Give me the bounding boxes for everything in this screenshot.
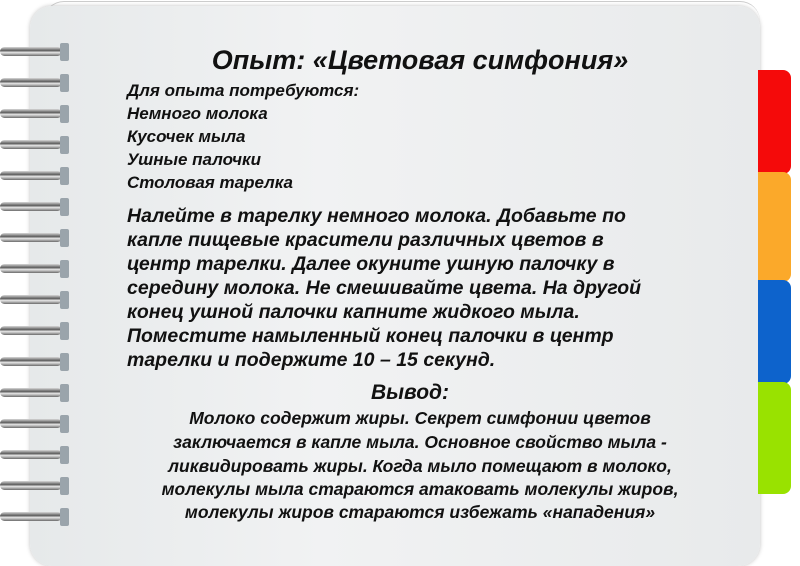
tab-red[interactable] xyxy=(758,70,791,174)
tab-orange[interactable] xyxy=(758,172,791,282)
ring-wire xyxy=(0,109,62,118)
ring-hole xyxy=(60,353,69,371)
spiral-ring xyxy=(0,76,70,90)
spiral-ring xyxy=(0,200,70,214)
list-item: Кусочек мыла xyxy=(127,127,246,146)
ring-hole xyxy=(60,508,69,526)
spiral-ring xyxy=(0,169,70,183)
ring-wire xyxy=(0,295,62,304)
ring-wire xyxy=(0,140,62,149)
spiral-ring xyxy=(0,355,70,369)
spiral-ring xyxy=(0,386,70,400)
list-item: Столовая тарелка xyxy=(127,173,293,192)
spiral-ring xyxy=(0,510,70,524)
ring-hole xyxy=(60,322,69,340)
procedure-line: конец ушной палочки капните жидкого мыла. xyxy=(127,301,580,323)
list-item: Немного молока xyxy=(127,104,268,123)
ring-hole xyxy=(60,260,69,278)
spiral-ring xyxy=(0,417,70,431)
ring-wire xyxy=(0,481,62,490)
conclusion-line: молекулы жиров стараются избежать «нападения» xyxy=(184,502,656,522)
ring-wire xyxy=(0,202,62,211)
ring-wire xyxy=(0,233,62,242)
spiral-ring xyxy=(0,448,70,462)
ring-wire xyxy=(0,512,62,521)
ring-hole xyxy=(60,167,69,185)
procedure-line: середину молока. Не смешивайте цвета. На другой xyxy=(127,277,642,299)
ring-wire xyxy=(0,419,62,428)
ring-hole xyxy=(60,415,69,433)
ring-hole xyxy=(60,229,69,247)
ring-hole xyxy=(60,477,69,495)
ring-hole xyxy=(60,291,69,309)
spiral-ring xyxy=(0,293,70,307)
tab-green[interactable] xyxy=(758,382,791,494)
procedure-line: Налейте в тарелку немного молока. Добавьте по xyxy=(127,205,626,227)
spiral-ring xyxy=(0,107,70,121)
ring-wire xyxy=(0,78,62,87)
ring-wire xyxy=(0,326,62,335)
list-item: Ушные палочки xyxy=(127,150,262,169)
spiral-ring xyxy=(0,479,70,493)
ring-hole xyxy=(60,74,69,92)
procedure-line: Поместите намыленный конец палочки в центр xyxy=(127,325,614,347)
tab-blue[interactable] xyxy=(758,280,791,384)
spiral-ring xyxy=(0,231,70,245)
conclusion-line: молекулы мыла стараются атаковать молекулы жиров, xyxy=(161,479,679,499)
conclusion-heading: Вывод: xyxy=(370,381,450,404)
conclusion-line: Молоко содержит жиры. Секрет симфонии цветов xyxy=(189,408,651,428)
ring-wire xyxy=(0,388,62,397)
requirements-heading: Для опыта потребуются: xyxy=(127,81,360,100)
ring-hole xyxy=(60,105,69,123)
ring-wire xyxy=(0,171,62,180)
ring-wire xyxy=(0,450,62,459)
spiral-ring xyxy=(0,262,70,276)
spiral-ring xyxy=(0,324,70,338)
conclusion-line: ликвидировать жиры. Когда мыло помещают в молоко, xyxy=(168,456,672,476)
ring-wire xyxy=(0,357,62,366)
page-title: Опыт: «Цветовая симфония» xyxy=(211,45,629,75)
procedure-line: капле пищевые красители различных цветов в xyxy=(127,229,604,251)
ring-wire xyxy=(0,264,62,273)
ring-hole xyxy=(60,384,69,402)
ring-hole xyxy=(60,446,69,464)
ring-hole xyxy=(60,136,69,154)
spiral-ring xyxy=(0,138,70,152)
conclusion-line: заключается в капле мыла. Основное свойство мыла - xyxy=(173,432,667,452)
procedure-line: центр тарелки. Далее окуните ушную палочку в xyxy=(127,253,615,275)
procedure-line: тарелки и подержите 10 – 15 секунд. xyxy=(127,349,496,371)
ring-hole xyxy=(60,198,69,216)
